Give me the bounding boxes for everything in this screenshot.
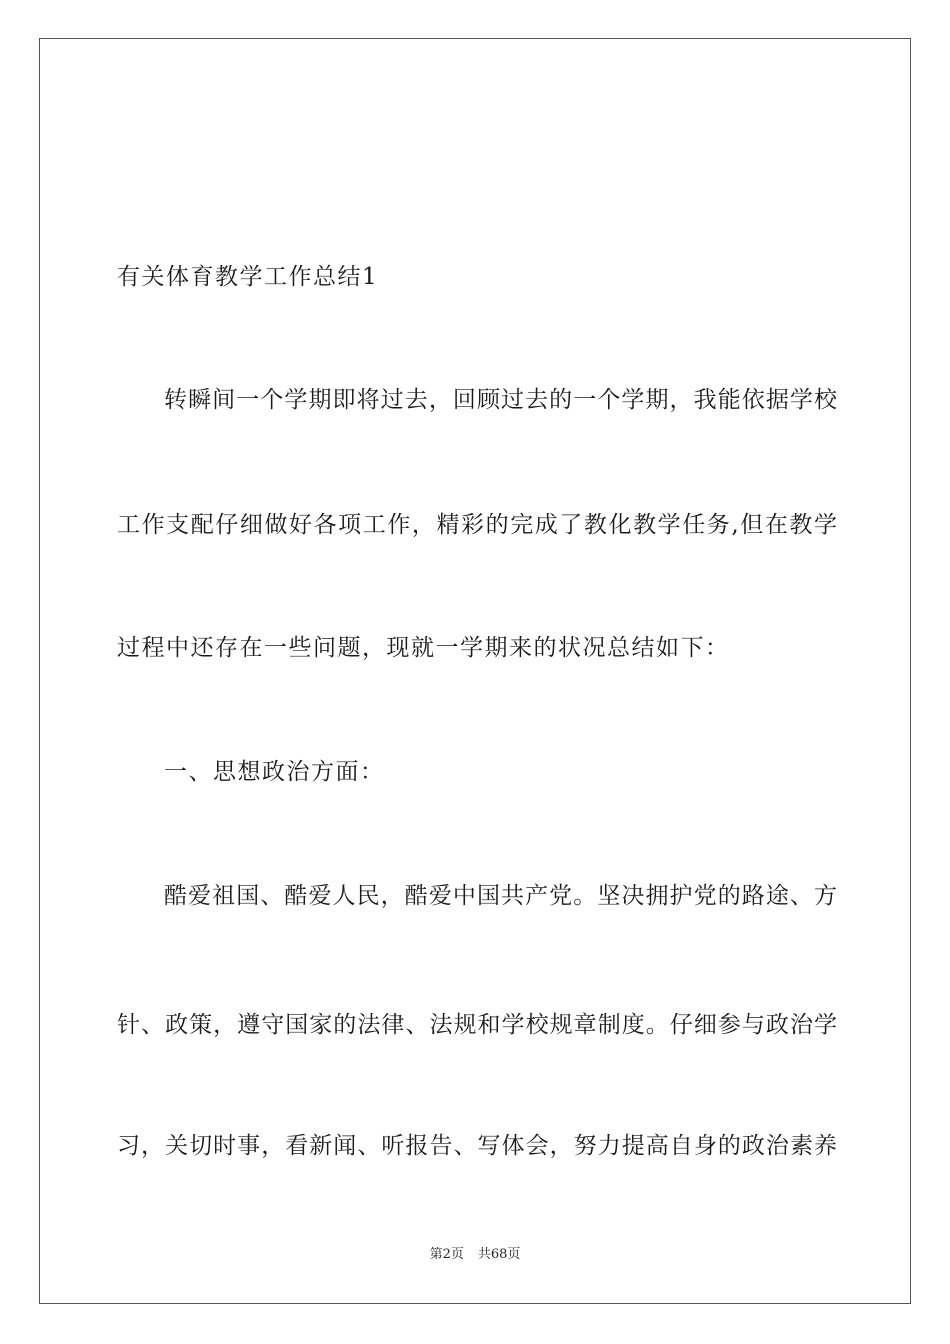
- paragraph-line: 针、政策，遵守国家的法律、法规和学校规章制度。仔细参与政治学: [117, 1012, 837, 1038]
- page-frame: [39, 38, 911, 1304]
- paragraph-line: 转瞬间一个学期即将过去，回顾过去的一个学期，我能依据学校: [164, 387, 837, 413]
- paragraph-line: 酷爱祖国、酷爱人民，酷爱中国共产党。坚决拥护党的路途、方: [164, 883, 837, 909]
- paragraph-line: 过程中还存在一些问题，现就一学期来的状况总结如下：: [117, 635, 730, 661]
- paragraph-line: 工作支配仔细做好各项工作，精彩的完成了教化教学任务,但在教学: [117, 512, 837, 538]
- page-footer: [0, 1246, 950, 1264]
- paragraph-line: 习，关切时事，看新闻、听报告、写体会，努力提高自身的政治素养: [117, 1133, 837, 1159]
- section-heading: 一、思想政治方面：: [164, 759, 385, 785]
- document-title: 有关体育教学工作总结1: [117, 264, 379, 290]
- page-total: 共68页: [477, 1247, 521, 1262]
- page-number: 第2页: [429, 1247, 464, 1262]
